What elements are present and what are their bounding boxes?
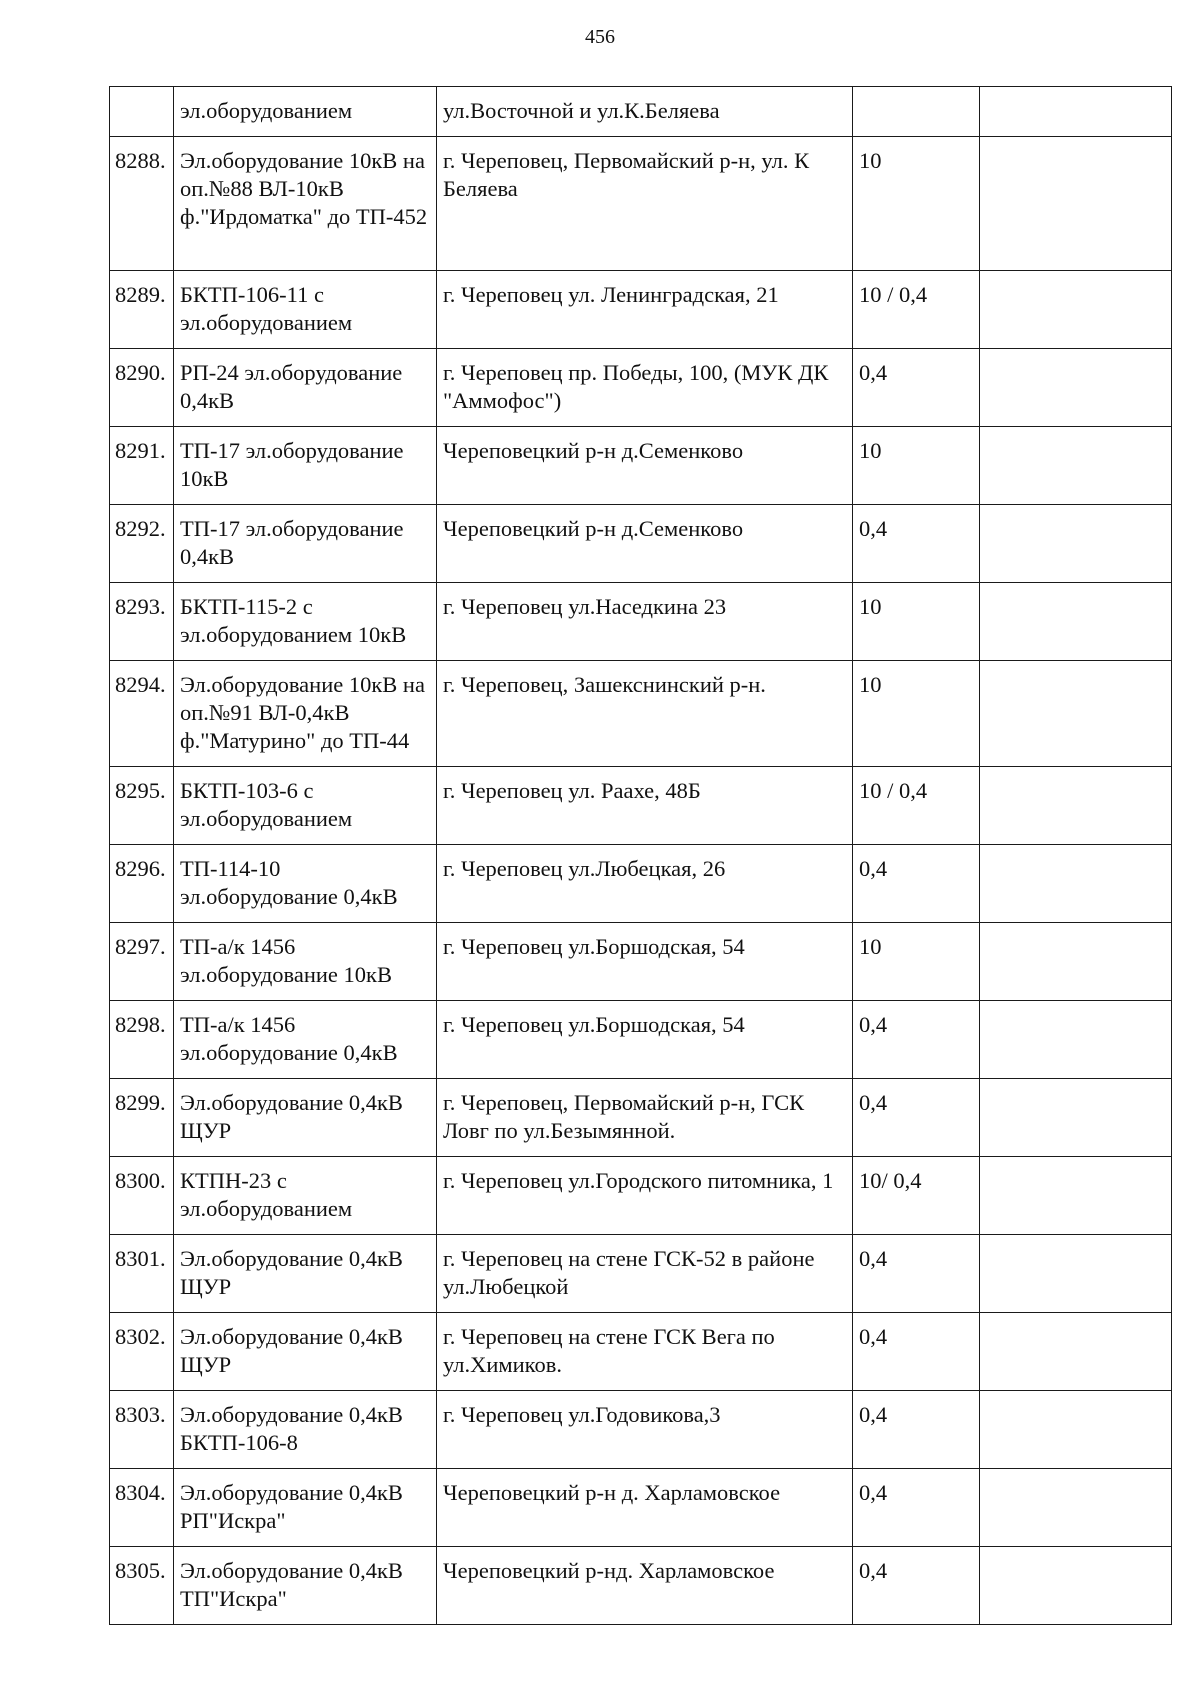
voltage-cell: 0,4 (853, 1001, 980, 1079)
address-cell: г. Череповец ул.Любецкая, 26 (437, 845, 853, 923)
extra-cell (980, 1313, 1172, 1391)
address-cell: г. Череповец на стене ГСК Вега по ул.Химиков. (437, 1313, 853, 1391)
object-name-cell: БКТП-103-6 с эл.оборудованием (174, 767, 437, 845)
address-cell: г. Череповец, Первомайский р-н, ГСК Ловг по ул.Безымянной. (437, 1079, 853, 1157)
voltage-cell: 0,4 (853, 1313, 980, 1391)
row-number-cell: 8293. (110, 583, 174, 661)
table-row (110, 87, 1172, 137)
table-row (110, 505, 1172, 583)
extra-cell (980, 845, 1172, 923)
voltage-cell: 10 (853, 661, 980, 767)
voltage-cell: 0,4 (853, 1469, 980, 1547)
table-row (110, 1391, 1172, 1469)
extra-cell (980, 271, 1172, 349)
row-number-cell: 8294. (110, 661, 174, 767)
object-name-cell: БКТП-106-11 с эл.оборудованием (174, 271, 437, 349)
address-cell: г. Череповец, Зашекснинский р-н. (437, 661, 853, 767)
address-cell: Череповецкий р-нд. Харламовское (437, 1547, 853, 1625)
address-cell: г. Череповец на стене ГСК-52 в районе ул.Любецкой (437, 1235, 853, 1313)
row-number-cell: 8297. (110, 923, 174, 1001)
table-row (110, 271, 1172, 349)
table-row (110, 1313, 1172, 1391)
voltage-cell: 0,4 (853, 1547, 980, 1625)
extra-cell (980, 1235, 1172, 1313)
object-name-cell: ТП-17 эл.оборудование 0,4кВ (174, 505, 437, 583)
extra-cell (980, 427, 1172, 505)
row-number-cell: 8292. (110, 505, 174, 583)
object-name-cell: Эл.оборудование 0,4кВ ЩУР (174, 1313, 437, 1391)
voltage-cell: 0,4 (853, 845, 980, 923)
row-number-cell (110, 87, 174, 137)
row-number-cell: 8302. (110, 1313, 174, 1391)
row-number-cell: 8296. (110, 845, 174, 923)
table-row (110, 1079, 1172, 1157)
table-row (110, 349, 1172, 427)
object-name-cell: Эл.оборудование 10кВ на оп.№91 ВЛ-0,4кВ ф."Матурино" до ТП-44 (174, 661, 437, 767)
address-cell: г. Череповец пр. Победы, 100, (МУК ДК "Аммофос") (437, 349, 853, 427)
row-number-cell: 8301. (110, 1235, 174, 1313)
table-row (110, 1547, 1172, 1625)
address-cell: г. Череповец, Первомайский р-н, ул. К Беляева (437, 137, 853, 271)
table-row (110, 1001, 1172, 1079)
extra-cell (980, 583, 1172, 661)
address-cell: Череповецкий р-н д.Семенково (437, 505, 853, 583)
row-number-cell: 8303. (110, 1391, 174, 1469)
voltage-cell: 0,4 (853, 1079, 980, 1157)
address-cell: г. Череповец ул. Ленинградская, 21 (437, 271, 853, 349)
object-name-cell: ТП-114-10 эл.оборудование 0,4кВ (174, 845, 437, 923)
table-row (110, 1157, 1172, 1235)
address-cell: г. Череповец ул.Боршодская, 54 (437, 1001, 853, 1079)
row-number-cell: 8305. (110, 1547, 174, 1625)
address-cell: ул.Восточной и ул.К.Беляева (437, 87, 853, 137)
extra-cell (980, 1391, 1172, 1469)
table-row (110, 923, 1172, 1001)
extra-cell (980, 1001, 1172, 1079)
object-name-cell: БКТП-115-2 с эл.оборудованием 10кВ (174, 583, 437, 661)
voltage-cell: 0,4 (853, 505, 980, 583)
object-name-cell: Эл.оборудование 0,4кВ БКТП-106-8 (174, 1391, 437, 1469)
row-number-cell: 8291. (110, 427, 174, 505)
object-name-cell: эл.оборудованием (174, 87, 437, 137)
row-number-cell: 8288. (110, 137, 174, 271)
row-number-cell: 8298. (110, 1001, 174, 1079)
extra-cell (980, 1157, 1172, 1235)
extra-cell (980, 137, 1172, 271)
object-name-cell: Эл.оборудование 0,4кВ ТП"Искра" (174, 1547, 437, 1625)
row-number-cell: 8300. (110, 1157, 174, 1235)
extra-cell (980, 1469, 1172, 1547)
object-name-cell: КТПН-23 с эл.оборудованием (174, 1157, 437, 1235)
extra-cell (980, 767, 1172, 845)
voltage-cell: 10 (853, 923, 980, 1001)
object-name-cell: Эл.оборудование 0,4кВ ЩУР (174, 1079, 437, 1157)
row-number-cell: 8299. (110, 1079, 174, 1157)
voltage-cell: 10 / 0,4 (853, 271, 980, 349)
voltage-cell: 0,4 (853, 1235, 980, 1313)
extra-cell (980, 923, 1172, 1001)
registry-table (109, 86, 1172, 1625)
table-row (110, 767, 1172, 845)
table-row (110, 845, 1172, 923)
voltage-cell: 0,4 (853, 349, 980, 427)
table-row (110, 583, 1172, 661)
object-name-cell: Эл.оборудование 10кВ на оп.№88 ВЛ-10кВ ф."Ирдоматка" до ТП-452 (174, 137, 437, 271)
address-cell: Череповецкий р-н д.Семенково (437, 427, 853, 505)
extra-cell (980, 1547, 1172, 1625)
address-cell: г. Череповец ул. Раахе, 48Б (437, 767, 853, 845)
extra-cell (980, 505, 1172, 583)
object-name-cell: РП-24 эл.оборудование 0,4кВ (174, 349, 437, 427)
object-name-cell: ТП-а/к 1456 эл.оборудование 0,4кВ (174, 1001, 437, 1079)
table-row (110, 137, 1172, 271)
address-cell: г. Череповец ул.Городского питомника, 1 (437, 1157, 853, 1235)
table-row (110, 661, 1172, 767)
page-number: 456 (585, 26, 615, 48)
voltage-cell (853, 87, 980, 137)
extra-cell (980, 1079, 1172, 1157)
address-cell: г. Череповец ул.Наседкина 23 (437, 583, 853, 661)
voltage-cell: 10/ 0,4 (853, 1157, 980, 1235)
row-number-cell: 8290. (110, 349, 174, 427)
registry-table-body (110, 87, 1172, 1625)
table-row (110, 1235, 1172, 1313)
object-name-cell: Эл.оборудование 0,4кВ РП"Искра" (174, 1469, 437, 1547)
object-name-cell: Эл.оборудование 0,4кВ ЩУР (174, 1235, 437, 1313)
table-row (110, 1469, 1172, 1547)
row-number-cell: 8304. (110, 1469, 174, 1547)
extra-cell (980, 87, 1172, 137)
row-number-cell: 8295. (110, 767, 174, 845)
address-cell: г. Череповец ул.Боршодская, 54 (437, 923, 853, 1001)
address-cell: г. Череповец ул.Годовикова,3 (437, 1391, 853, 1469)
row-number-cell: 8289. (110, 271, 174, 349)
object-name-cell: ТП-17 эл.оборудование 10кВ (174, 427, 437, 505)
voltage-cell: 10 (853, 137, 980, 271)
voltage-cell: 10 (853, 583, 980, 661)
object-name-cell: ТП-а/к 1456 эл.оборудование 10кВ (174, 923, 437, 1001)
table-row (110, 427, 1172, 505)
extra-cell (980, 349, 1172, 427)
voltage-cell: 0,4 (853, 1391, 980, 1469)
voltage-cell: 10 / 0,4 (853, 767, 980, 845)
voltage-cell: 10 (853, 427, 980, 505)
extra-cell (980, 661, 1172, 767)
address-cell: Череповецкий р-н д. Харламовское (437, 1469, 853, 1547)
